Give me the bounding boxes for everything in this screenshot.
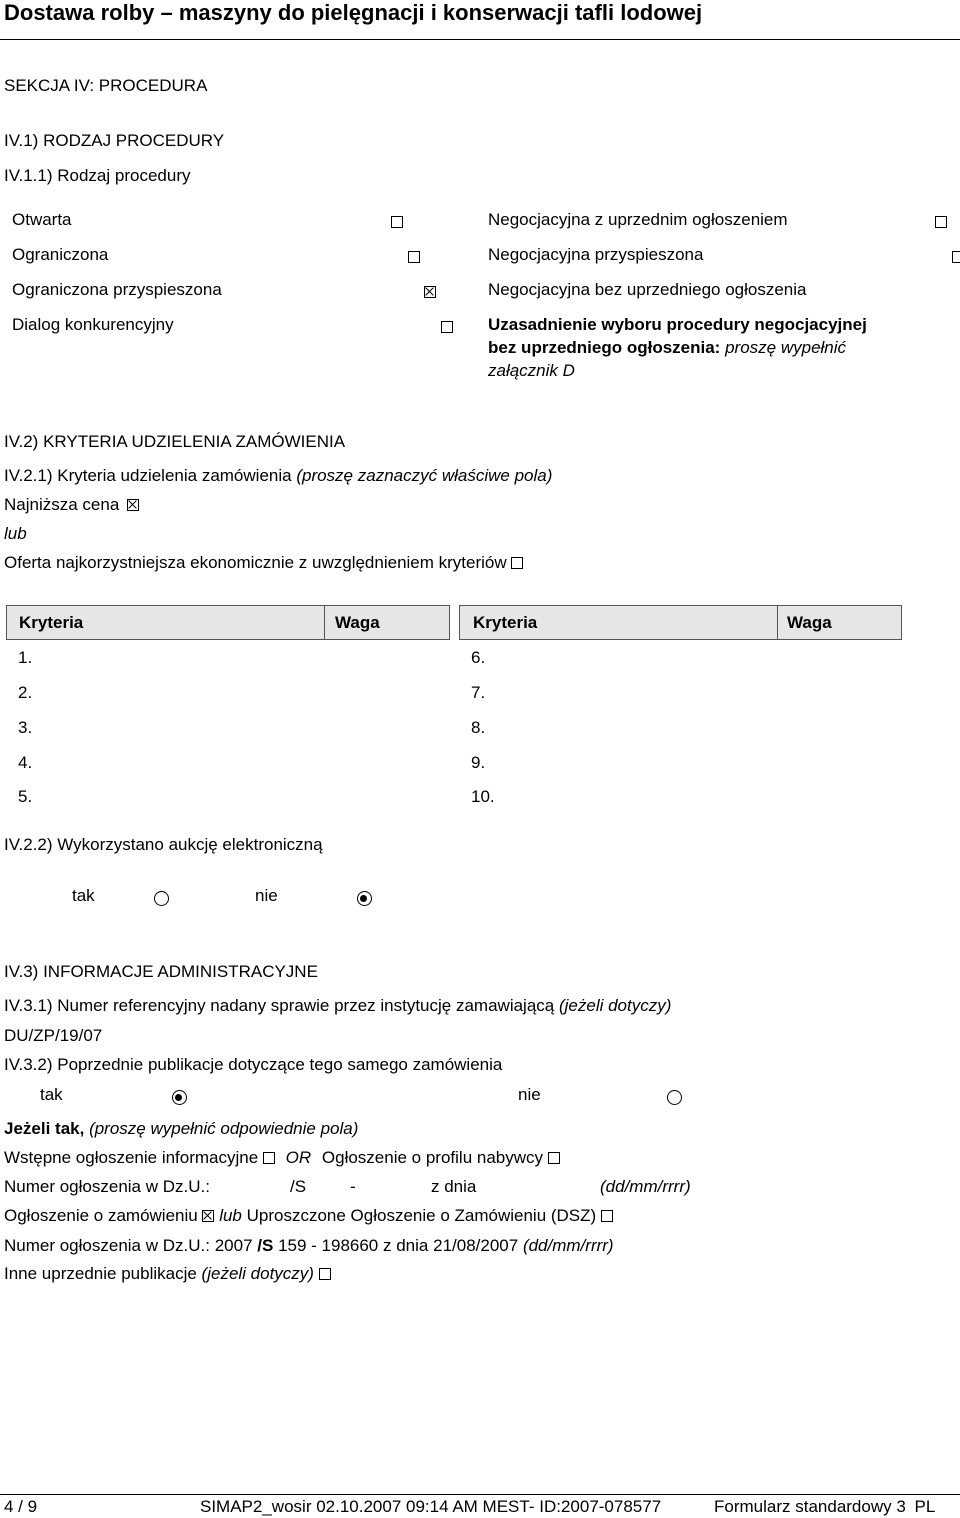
criteria-row-6: 6. — [471, 648, 486, 667]
contract-notice-label: Ogłoszenie o zamówieniu — [4, 1206, 198, 1225]
pin-row — [4, 1148, 560, 1168]
lowest-price-row — [4, 495, 139, 515]
checkbox-restricted[interactable] — [408, 251, 420, 263]
notice-number-1-label: Numer ogłoszenia w Dz.U.: — [4, 1177, 210, 1196]
header-weight-right: Waga — [787, 613, 832, 632]
checkbox-contract-notice[interactable] — [202, 1210, 214, 1222]
justification-annex: załącznik D — [488, 361, 575, 380]
header-separator-right — [777, 606, 778, 639]
option-label-accelerated-negotiated: Negocjacyjna przyspieszona — [488, 245, 704, 264]
notice-number-1-date-format: (dd/mm/rrrr) — [600, 1177, 691, 1196]
justification-bold: bez uprzedniego ogłoszenia: — [488, 338, 721, 357]
iv2-subheading — [4, 466, 552, 486]
header-criteria-left: Kryteria — [19, 613, 84, 632]
checkbox-negotiated-with-notice[interactable] — [935, 216, 947, 228]
iv2-sub-text: IV.2.1) Kryteria udzielenia zamówienia — [4, 466, 292, 485]
header-weight-left: Waga — [335, 613, 380, 632]
reference-note: (jeżeli dotyczy) — [558, 996, 672, 1015]
option-label-open: Otwarta — [12, 210, 72, 229]
if-yes-label: Jeżeli tak, — [4, 1119, 85, 1138]
simplified-notice-label: Uproszczone Ogłoszenie o Zamówieniu (DSZ) — [246, 1206, 597, 1225]
meat-label: Oferta najkorzystniejsza ekonomicznie z uwzględnieniem kryteriów — [4, 553, 507, 572]
or-text: lub — [4, 524, 27, 543]
other-publications-note: (jeżeli dotyczy) — [201, 1264, 314, 1283]
criteria-row-7: 7. — [471, 683, 486, 702]
title-divider — [0, 39, 960, 40]
checkbox-other-publications[interactable] — [319, 1268, 331, 1280]
radio-auction-yes[interactable] — [154, 891, 169, 906]
notice-number-2-date-format: (dd/mm/rrrr) — [522, 1236, 614, 1255]
notice-number-2-year: 2007 — [214, 1236, 253, 1255]
footer-meta: SIMAP2_wosir 02.10.2007 09:14 AM MEST- ID:2007-078577 — [200, 1497, 662, 1516]
notice-number-1-date-label: z dnia — [431, 1177, 477, 1196]
justification-line-2 — [488, 338, 846, 358]
criteria-row-2: 2. — [18, 683, 33, 702]
criteria-row-3: 3. — [18, 718, 33, 737]
radio-auction-no[interactable] — [357, 891, 372, 906]
criteria-row-5: 5. — [18, 787, 33, 806]
checkbox-open[interactable] — [391, 216, 403, 228]
notice-number-2-label: Numer ogłoszenia w Dz.U.: — [4, 1236, 210, 1255]
auction-no-label: nie — [255, 886, 278, 905]
contract-notice-or: lub — [219, 1206, 242, 1225]
criteria-row-9: 9. — [471, 753, 486, 772]
checkbox-accelerated-negotiated[interactable] — [952, 251, 960, 263]
option-label-competitive-dialogue: Dialog konkurencyjny — [12, 315, 174, 334]
criteria-row-8: 8. — [471, 718, 486, 737]
if-yes-row — [4, 1119, 358, 1139]
iv2-sub-note: (proszę zaznaczyć właściwe pola) — [296, 466, 553, 485]
criteria-table-header-right — [459, 605, 902, 640]
option-label-restricted: Ograniczona — [12, 245, 109, 264]
checkbox-competitive-dialogue[interactable] — [441, 321, 453, 333]
iv2-heading: IV.2) KRYTERIA UDZIELENIA ZAMÓWIENIA — [4, 432, 346, 451]
iv1-subheading: IV.1.1) Rodzaj procedury — [4, 166, 191, 185]
option-label-accelerated-restricted: Ograniczona przyspieszona — [12, 280, 222, 299]
criteria-table-header-left — [6, 605, 450, 640]
reference-row — [4, 996, 671, 1016]
header-separator-left — [324, 606, 325, 639]
footer-form-name: Formularz standardowy 3 — [714, 1497, 906, 1516]
or-upper: OR — [285, 1148, 312, 1167]
notice-number-2-row — [4, 1236, 614, 1256]
iv1-heading: IV.1) RODZAJ PROCEDURY — [4, 131, 225, 150]
checkbox-accelerated-restricted[interactable] — [424, 286, 436, 298]
checkbox-simplified-notice[interactable] — [601, 1210, 613, 1222]
option-label-negotiated-with-notice: Negocjacyjna z uprzednim ogłoszeniem — [488, 210, 788, 229]
if-yes-note: (proszę wypełnić odpowiednie pola) — [89, 1119, 359, 1138]
checkbox-meat[interactable] — [511, 557, 523, 569]
notice-number-2-s: /S — [257, 1236, 274, 1255]
criteria-row-10: 10. — [471, 787, 495, 806]
iv3-heading: IV.3) INFORMACJE ADMINISTRACYJNE — [4, 962, 318, 981]
criteria-row-1: 1. — [18, 648, 33, 667]
profile-label: Ogłoszenie o profilu nabywcy — [321, 1148, 544, 1167]
document-title: Dostawa rolby – maszyny do pielęgnacji i konserwacji tafli lodowej — [4, 0, 703, 25]
criteria-row-4: 4. — [18, 753, 33, 772]
previous-publications-label: IV.3.2) Poprzednie publikacje dotyczące tego samego zamówienia — [4, 1055, 503, 1074]
notice-number-1-s: /S — [290, 1177, 307, 1196]
meat-row — [4, 553, 523, 573]
auction-label: IV.2.2) Wykorzystano aukcję elektroniczną — [4, 835, 323, 854]
radio-previous-yes[interactable] — [172, 1090, 187, 1105]
notice-number-2-date-label: z dnia — [383, 1236, 429, 1255]
footer-page-number: 4 / 9 — [4, 1497, 38, 1516]
previous-yes-label: tak — [40, 1085, 63, 1104]
header-criteria-right: Kryteria — [473, 613, 538, 632]
reference-label: IV.3.1) Numer referencyjny nadany sprawie przez instytucję zamawiającą — [4, 996, 555, 1015]
checkbox-pin[interactable] — [263, 1152, 275, 1164]
reference-value: DU/ZP/19/07 — [4, 1026, 103, 1045]
notice-number-2-date: 21/08/2007 — [433, 1236, 519, 1255]
pin-label: Wstępne ogłoszenie informacyjne — [4, 1148, 259, 1167]
radio-previous-no[interactable] — [667, 1090, 682, 1105]
lowest-price-label: Najniższa cena — [4, 495, 120, 514]
option-label-negotiated-without-notice: Negocjacyjna bez uprzedniego ogłoszenia — [488, 280, 807, 299]
footer-form — [714, 1497, 935, 1517]
checkbox-lowest-price[interactable] — [127, 499, 139, 511]
other-publications-label: Inne uprzednie publikacje — [4, 1264, 197, 1283]
notice-number-1-dash: - — [350, 1177, 356, 1196]
previous-no-label: nie — [518, 1085, 541, 1104]
other-publications-row — [4, 1264, 331, 1284]
notice-number-2-number: 159 - 198660 — [278, 1236, 379, 1255]
footer-language: PL — [914, 1497, 936, 1516]
justification-italic: proszę wypełnić — [725, 338, 847, 357]
section-heading: SEKCJA IV: PROCEDURA — [4, 76, 208, 95]
contract-notice-row — [4, 1206, 613, 1226]
auction-yes-label: tak — [72, 886, 95, 905]
justification-line-1: Uzasadnienie wyboru procedury negocjacyjnej — [488, 315, 867, 334]
checkbox-buyer-profile[interactable] — [548, 1152, 560, 1164]
footer-divider — [0, 1494, 960, 1495]
